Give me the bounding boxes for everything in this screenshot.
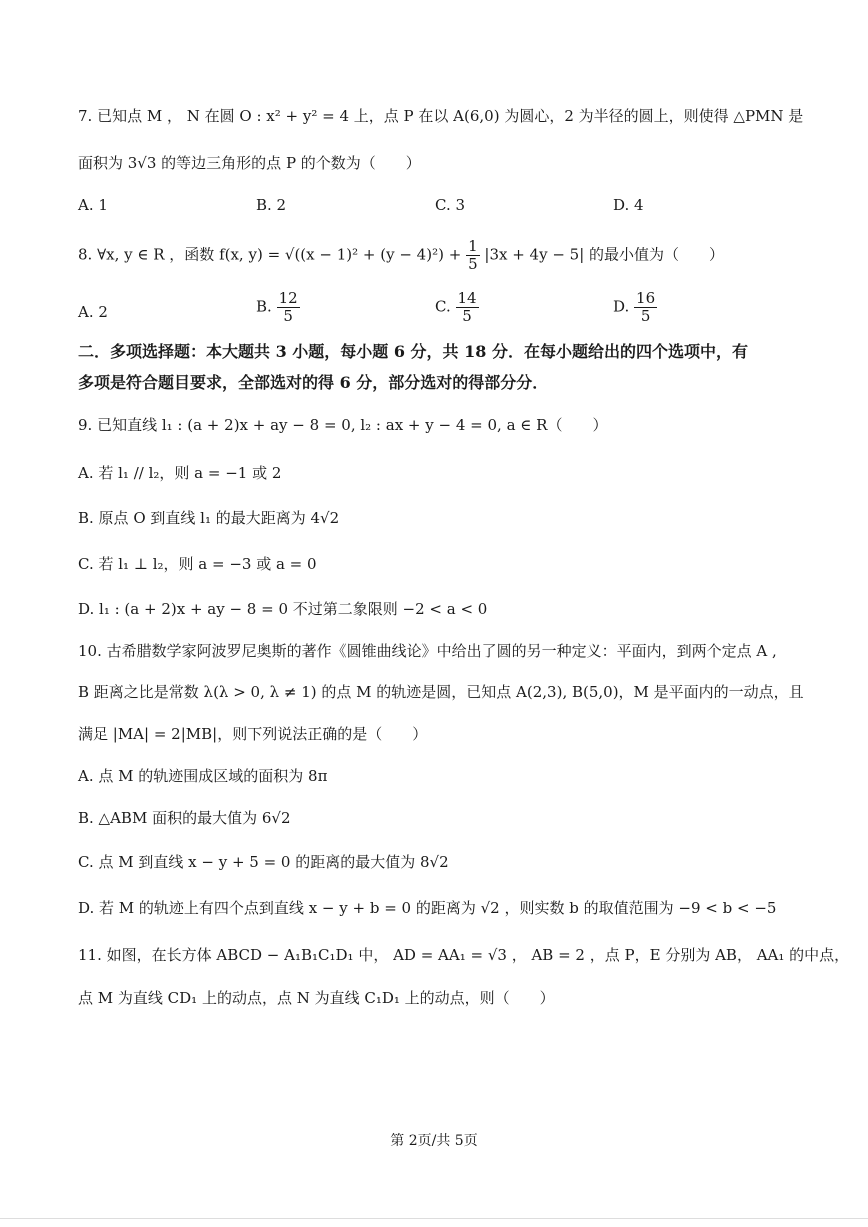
q10-option-c: C. 点 M 到直线 x − y + 5 = 0 的距离的最大值为 8√2 bbox=[78, 853, 449, 871]
q8-stem-prefix: 8. ∀x, y ∈ R ，函数 f(x, y) = √((x − 1)² + (y − 4)²) + bbox=[78, 245, 462, 264]
q8-option-b bbox=[256, 290, 300, 325]
q10-stem-line1: 10. 古希腊数学家阿波罗尼奥斯的著作《圆锥曲线论》中给出了圆的另一种定义：平面内，到两个定点 A , bbox=[78, 642, 777, 660]
q7-option-a: A. 1 bbox=[78, 196, 108, 214]
q7-stem-line2: 面积为 3√3 的等边三角形的点 P 的个数为（ ） bbox=[78, 154, 421, 172]
q8-options bbox=[78, 290, 818, 334]
q10-option-b: B. △ABM 面积的最大值为 6√2 bbox=[78, 809, 291, 827]
q8-option-c-den: 5 bbox=[462, 307, 472, 325]
q8-option-c bbox=[435, 290, 479, 325]
q10-option-a: A. 点 M 的轨迹围成区域的面积为 8π bbox=[78, 767, 328, 785]
q10-stem-line2: B 距离之比是常数 λ(λ > 0, λ ≠ 1) 的点 M 的轨迹是圆，已知点 A(2,3), B(5,0)，M 是平面内的一动点，且 bbox=[78, 683, 804, 701]
q7-option-b: B. 2 bbox=[256, 196, 287, 214]
q8-stem-suffix: |3x + 4y − 5| 的最小值为（ ） bbox=[484, 245, 725, 264]
bottom-divider bbox=[0, 1218, 868, 1219]
q8-option-b-den: 5 bbox=[283, 307, 293, 325]
q7-stem-line1: 7. 已知点 M ， N 在圆 O : x² + y² = 4 上，点 P 在以 A(6,0) 为圆心，2 为半径的圆上，则使得 △PMN 是 bbox=[78, 107, 804, 125]
q8-option-c-fraction bbox=[456, 290, 479, 325]
q9-option-b: B. 原点 O 到直线 l₁ 的最大距离为 4√2 bbox=[78, 509, 340, 527]
q8-option-c-num: 14 bbox=[457, 289, 477, 307]
q7-option-d: D. 4 bbox=[613, 196, 644, 214]
q9-option-a: A. 若 l₁ // l₂，则 a = −1 或 2 bbox=[78, 464, 282, 482]
q8-stem-frac-den: 5 bbox=[468, 255, 478, 273]
section2-heading-line1: 二．多项选择题：本大题共 3 小题，每小题 6 分，共 18 分．在每小题给出的四个选项中，有 bbox=[78, 342, 748, 361]
q7-option-c: C. 3 bbox=[435, 196, 466, 214]
section2-heading-line2: 多项是符合题目要求，全部选对的得 6 分，部分选对的得部分分． bbox=[78, 373, 549, 392]
q11-stem-line1: 11. 如图，在长方体 ABCD − A₁B₁C₁D₁ 中， AD = AA₁ = √3 ， AB = 2 ，点 P，E 分别为 AB， AA₁ 的中点， bbox=[78, 946, 850, 964]
q8-stem bbox=[78, 238, 808, 273]
page-number-footer: 第 2页/共 5页 bbox=[390, 1133, 478, 1149]
q8-option-b-fraction bbox=[277, 290, 300, 325]
q8-option-b-label: B. bbox=[256, 297, 272, 316]
q8-stem-frac-num: 1 bbox=[468, 237, 478, 255]
q11-stem-line2: 点 M 为直线 CD₁ 上的动点，点 N 为直线 C₁D₁ 上的动点，则（ ） bbox=[78, 989, 555, 1007]
q10-stem-line3: 满足 |MA| = 2|MB|，则下列说法正确的是（ ） bbox=[78, 725, 428, 743]
q8-option-d bbox=[613, 290, 657, 325]
q8-option-d-den: 5 bbox=[640, 307, 651, 325]
q8-option-a: A. 2 bbox=[78, 303, 108, 321]
q8-option-d-num: 16 bbox=[636, 289, 656, 307]
q8-option-d-fraction bbox=[634, 290, 657, 325]
q9-option-d: D. l₁ : (a + 2)x + ay − 8 = 0 不过第二象限则 −2 < a < 0 bbox=[78, 600, 488, 618]
q9-option-c: C. 若 l₁ ⊥ l₂，则 a = −3 或 a = 0 bbox=[78, 555, 317, 573]
q8-option-d-label: D. bbox=[613, 297, 630, 316]
q10-option-d: D. 若 M 的轨迹上有四个点到直线 x − y + b = 0 的距离为 √2 ，则实数 b 的取值范围为 −9 < b < −5 bbox=[78, 899, 777, 917]
q8-option-c-label: C. bbox=[435, 297, 451, 316]
q8-option-b-num: 12 bbox=[278, 289, 298, 307]
q8-stem-fraction bbox=[466, 238, 480, 273]
q9-stem: 9. 已知直线 l₁ : (a + 2)x + ay − 8 = 0, l₂ : ax + y − 4 = 0, a ∈ R（ ） bbox=[78, 416, 608, 434]
